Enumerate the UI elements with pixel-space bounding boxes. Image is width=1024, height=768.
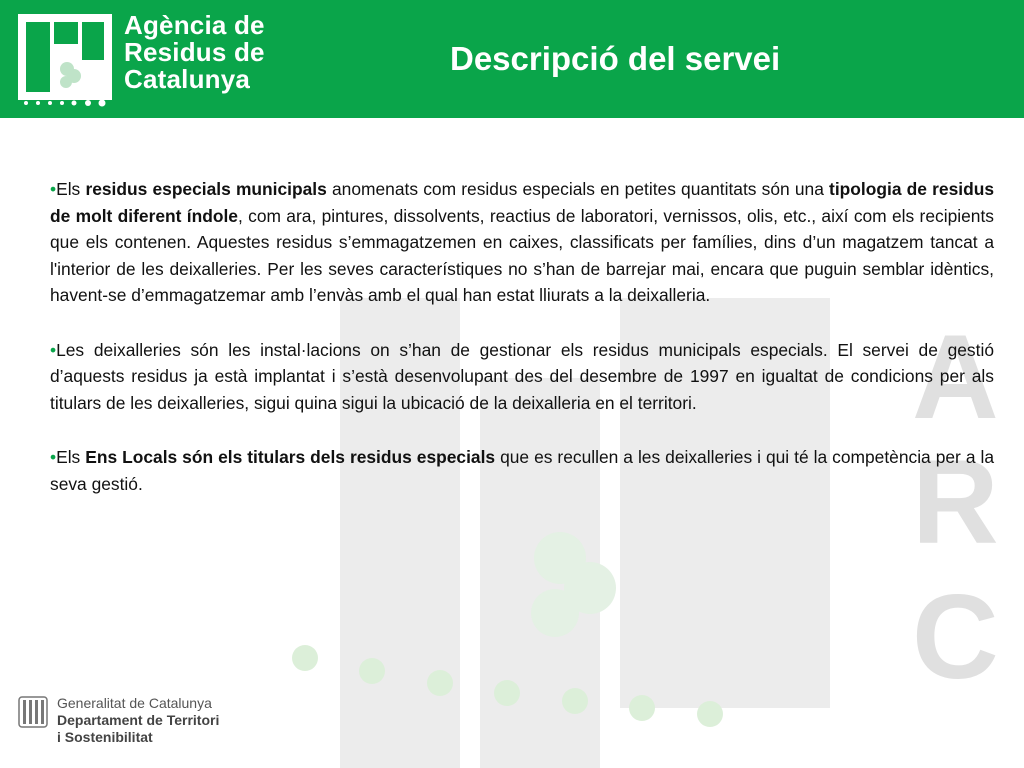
footer-line-2: Departament de Territori <box>57 712 220 728</box>
arc-logo-icon <box>18 14 112 100</box>
paragraph-1-bold-a: residus especials municipals <box>85 179 327 199</box>
paragraph-3-text-a: Els <box>56 447 86 467</box>
paragraph-2 <box>50 337 994 417</box>
paragraph-3 <box>50 444 994 497</box>
footer-line-3: i Sostenibilitat <box>57 729 153 745</box>
agency-name-line-3: Catalunya <box>124 64 251 94</box>
paragraph-1-bold-b: tipologia de residus de molt diferent índole <box>50 179 994 226</box>
paragraph-3-bold-a: Ens Locals són els titulars dels residus especials <box>85 447 496 467</box>
paragraph-1 <box>50 176 994 309</box>
paragraph-3-text-b: que es recullen a les deixalleries i qui té la competència per a la seva gestió. <box>50 447 994 494</box>
paragraph-1-text-b: anomenats com residus especials en petites quantitats són una <box>326 179 830 199</box>
logo-dots-icon <box>22 98 112 108</box>
footer-line-1: Generalitat de Catalunya <box>57 695 212 711</box>
watermark-letter-c: C <box>912 570 999 704</box>
catalan-flag-emblem-icon <box>18 694 48 730</box>
slide-title: Descripció del servei <box>450 40 781 77</box>
agency-name-line-2: Residus de <box>124 37 265 67</box>
generalitat-footer <box>57 695 219 746</box>
slide-body <box>50 176 994 525</box>
bullet-icon: • <box>50 339 57 360</box>
paragraph-2-text: Les deixalleries són les instal·lacions on s’han de gestionar els residus municipals especials. El servei de gestió d’aquests residus ja està implantat i s’està desenvolupant des del desembre de 1997 en igualtat de condicions per als titulars de les deixalleries, sigui quina sigui la ubicació de la deixalleria en el territori. <box>50 339 994 413</box>
watermark-letter-a: A <box>912 310 999 444</box>
agency-name-line-1: Agència de <box>124 10 265 40</box>
bullet-icon: • <box>50 179 57 199</box>
bullet-icon: • <box>50 447 57 467</box>
header-band <box>0 0 1024 118</box>
paragraph-1-text-c: , com ara, pintures, dissolvents, reactius de laboratori, vernissos, olis, etc., així com els recipients que els contenen. Aquestes residus s’emmagatzemen en caixes, classificats per famílies, dins d’un magatzem tancat a l'interior de les deixalleries. Per les seves característiques no s’han de barrejar mai, encara que puguin semblar idèntics, havent-se d’emmagatzemar amb l’envàs amb el qual han estat lliurats a la deixalleria. <box>50 205 994 305</box>
paragraph-1-text-a: Els <box>56 179 86 199</box>
watermark-clover-3 <box>531 589 579 637</box>
agency-name <box>124 12 324 93</box>
watermark-letter-r: R <box>912 435 999 569</box>
